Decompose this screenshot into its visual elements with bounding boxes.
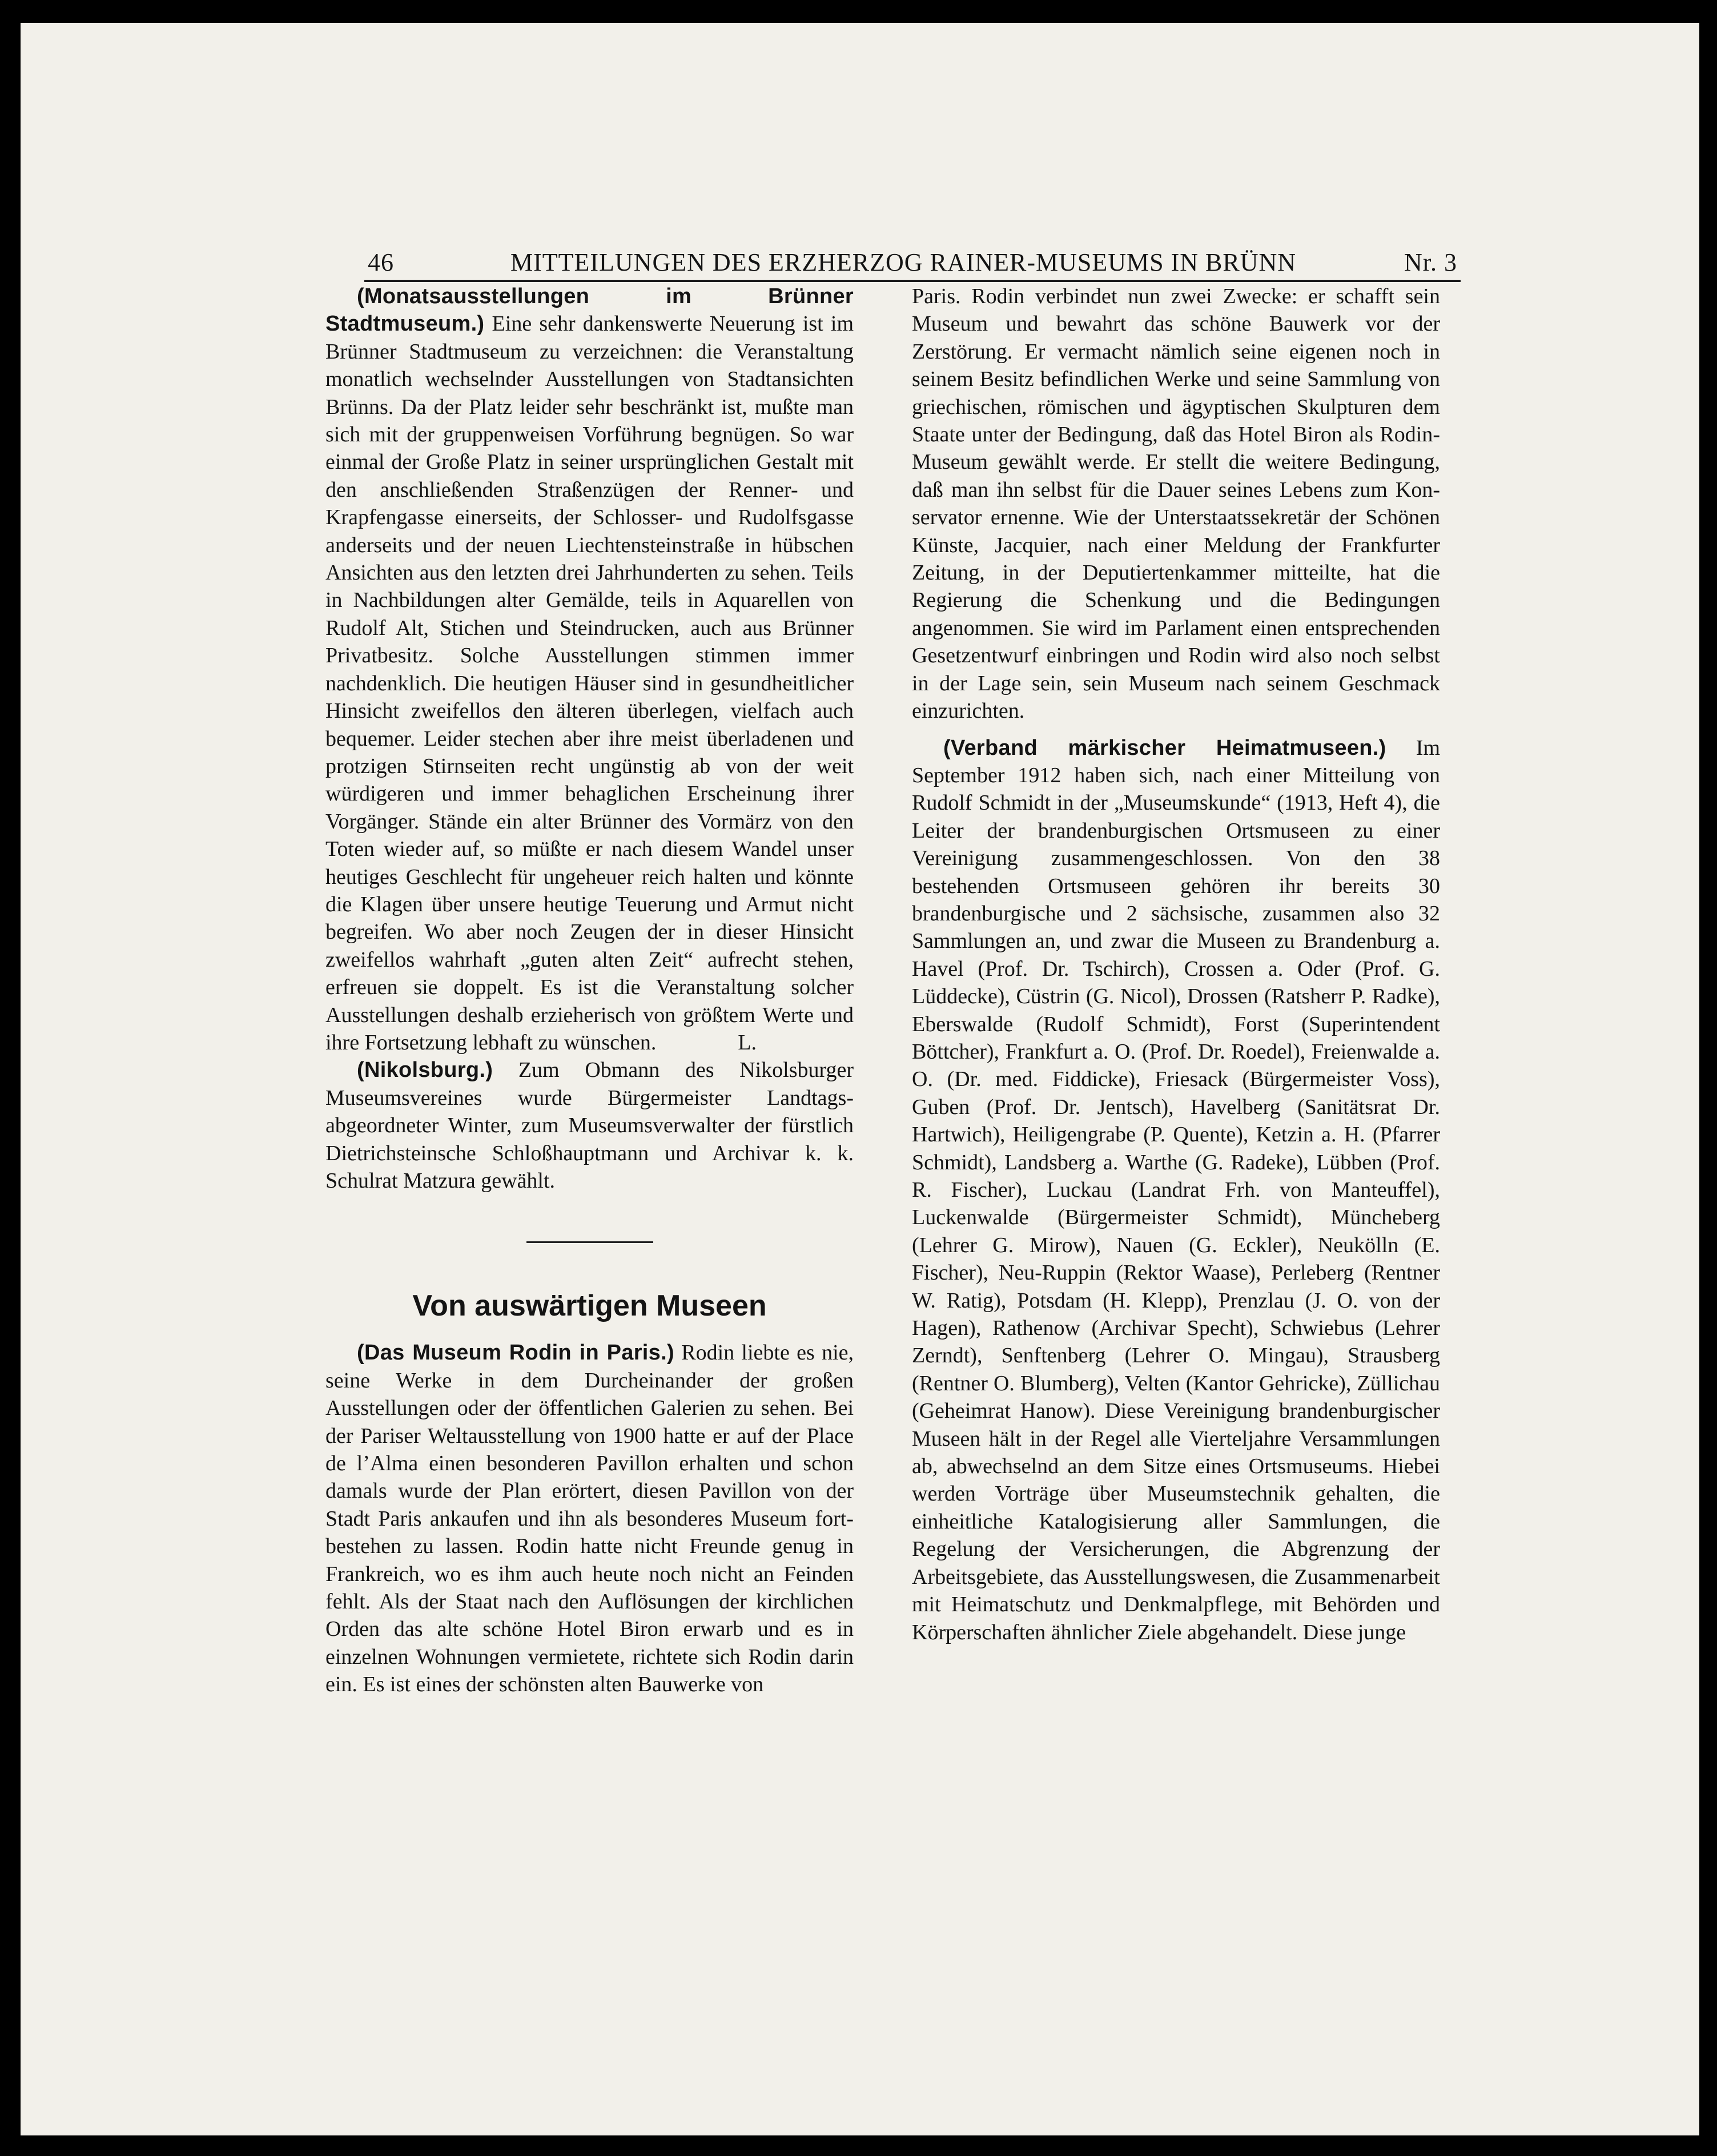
article-museum-rodin-continued <box>912 283 1440 725</box>
article-title: (Verband märkischer Heimatmuseen.) <box>943 735 1386 760</box>
article-nikolsburg <box>325 1056 854 1194</box>
running-header <box>364 244 1461 282</box>
article-body: Zum Obmann des Nikolsburger Museumsvereines wurde Bürgermeister Landtagsabgeordneter Winter, zum Museumsverwalter der fürstlich Dietrichsteinsche Schloßhauptmann und Archivar k. k. Schulrat Matzura gewählt. <box>325 1058 854 1193</box>
section-heading: Von auswärtigen Museen <box>412 1289 767 1323</box>
article-title: (Monatsausstellungen im Brünner Stadtmuseum.) <box>325 284 854 336</box>
article-title: (Nikolsburg.) <box>357 1058 493 1083</box>
author-signature: L. <box>738 1030 757 1055</box>
right-column <box>912 283 1440 1646</box>
article-body: Paris. Rodin verbindet nun zwei Zwecke: er schafft sein Museum und bewahrt das schöne Bauwerk vor der Zerstörung. Er vermacht nämlich seine eigenen noch in seinem Besitz befindlichen Werke und seine Sammlung von griechischen, römischen und ägyptischen Skulpturen dem Staate unter der Bedingung, daß das Hotel Biron als Rodin-Museum gewählt werde. Er stellt die weitere Bedingung, daß man ihn selbst für die Dauer seines Lebens zum Konservator ernenne. Wie der Unterstaatssekretär der Schönen Künste, Jacquier, nach einer Meldung der Frankfurter Zeitung, in der Deputiertenkammer mitteilte, hat die Regierung die Schenkung und die Bedingungen angenommen. Sie wird im Parlament einen entsprechenden Gesetzentwurf einbringen und Rodin wird also noch selbst in der Lage sein, sein Museum nach seinem Geschmack einzurichten. <box>912 284 1440 723</box>
running-head-title: MITTEILUNGEN DES ERZHERZOG RAINER-MUSEUMS IN BRÜNN <box>510 248 1297 276</box>
article-verband-heimatmuseen <box>912 734 1440 1646</box>
left-column <box>325 283 854 1699</box>
article-body: Rodin liebte es nie, seine Werke in dem Durcheinander der großen Ausstellungen oder der öffentlichen Galerien zu sehen. Bei der Pariser Weltausstellung von 1900 hatte er auf der Place de l’Alma einen besonderen Pavillon erhalten und schon damals wurde der Plan erörtert, diesen Pavillon von der Stadt Paris ankaufen und ihn als besonderes Museum fortbestehen zu lassen. Rodin hatte nicht Freunde genug in Frankreich, wo es ihm auch heute noch nicht an Feinden fehlt. Als der Staat nach den Auflösungen der kirchlichen Orden das alte schöne Hotel Biron erwarb und es in einzelnen Wohnungen vermietete, richtete sich Rodin darin ein. Es ist eines der schönsten alten Bauwerke von <box>325 1341 854 1697</box>
issue-number: Nr. 3 <box>1404 248 1457 276</box>
article-body: Eine sehr dankenswerte Neuerung ist im Brünner Stadtmuseum zu verzeichnen: die Veranstaltung monatlich wechselnder Ausstellungen von Stadtansichten Brünns. Da der Platz leider sehr beschränkt ist, mußte man sich mit der gruppenweisen Vorführung begnügen. So war einmal der Große Platz in seiner ursprünglichen Gestalt mit den anschließenden Straßenzügen der Renner- und Krapfengasse einerseits, der Schlosser- und Rudolfsgasse anderseits und der neuen Liechtensteinstraße in hübschen Ansichten aus den letzten drei Jahrhunderten zu sehen. Teils in Nachbildungen alter Gemälde, teils in Aquarellen von Rudolf Alt, Stichen und Steindrucken, auch aus Brünner Privatbesitz. Solche Ausstellungen stimmen immer nachdenklich. Die heutigen Häuser sind in gesundheitlicher Hinsicht zweifellos den älteren überlegen, vielfach auch bequemer. Leider stechen aber ihre meist überladenen und protzigen Stirnseiten recht ungünstig ab von der weit würdigeren und immer behaglichen Erscheinung ihrer Vorgänger. Stände ein alter Brünner des Vormärz von den Toten wieder auf, so müßte er nach diesem Wandel unser heutiges Geschlecht für ungeheuer reich halten und könnte die Klagen über unsere heutige Teuerung und Armut nicht begreifen. Wo aber noch Zeugen der in dieser Hinsicht zweifellos wahrhaft „guten alten Zeit“ aufrecht stehen, erfreuen sie doppelt. Es ist die Veranstaltung solcher Ausstellungen deshalb erzieherisch von größtem Werte und ihre Fortsetzung lebhaft zu wünschen. <box>325 312 854 1055</box>
article-body: Im September 1912 haben sich, nach einer Mitteilung von Rudolf Schmidt in der „Museumskunde“ (1913, Heft 4), die Leiter der brandenburgischen Ortsmuseen zu einer Vereinigung zusammengeschlossen. Von den 38 bestehenden Ortsmuseen gehören ihr bereits 30 brandenburgische und 2 sächsische, zusammen also 32 Sammlungen an, und zwar die Museen zu Brandenburg a. Havel (Prof. Dr. Tschirch), Crossen a. Oder (Prof. G. Lüddecke), Cüstrin (G. Nicol), Drossen (Ratsherr P. Radke), Eberswalde (Rudolf Schmidt), Forst (Superintendent Böttcher), Frankfurt a. O. (Prof. Dr. Roedel), Freienwalde a. O. (Dr. med. Fiddicke), Friesack (Bürgermeister Voss), Guben (Prof. Dr. Jentsch), Havelberg (Sanitätsrat Dr. Hartwich), Heiligengrabe (P. Quente), Ketzin a. H. (Pfarrer Schmidt), Landsberg a. Warthe (G. Radeke), Lübben (Prof. R. Fischer), Luckau (Landrat Frh. von Manteuffel), Luckenwalde (Bürgermeister Schmidt), Müncheberg (Lehrer G. Mirow), Nauen (G. Eckler), Neukölln (E. Fischer), Neu-Ruppin (Rektor Waase), Perleberg (Rentner W. Ratig), Potsdam (H. Klepp), Prenzlau (J. O. von der Hagen), Rathenow (Archivar Specht), Schwiebus (Lehrer Zerndt), Senftenberg (Lehrer O. Mingau), Strausberg (Rentner O. Blumberg), Velten (Kantor Gehricke), Züllichau (Geheimrat Hanow). Diese Vereinigung brandenburgischer Museen hält in der Regel alle Vierteljahre Versammlungen ab, abwechselnd an dem Sitze eines Ortsmuseums. Hiebei werden Vorträge über Museumstechnik gehalten, die einheitliche Katalogisierung aller Sammlungen, die Regelung der Versicherungen, die Abgrenzung der Arbeitsgebiete, das Ausstellungswesen, die Zusammenarbeit mit Heimatschutz und Denkmalpflege, mit Behörden und Körperschaften ähnlicher Ziele abgehandelt. Diese junge <box>912 735 1441 1644</box>
page-number: 46 <box>368 248 394 276</box>
article-monatsausstellungen <box>325 283 854 1056</box>
article-museum-rodin <box>325 1339 854 1698</box>
section-divider <box>526 1241 653 1243</box>
scanned-page <box>21 23 1699 2135</box>
article-title: (Das Museum Rodin in Paris.) <box>357 1341 674 1365</box>
